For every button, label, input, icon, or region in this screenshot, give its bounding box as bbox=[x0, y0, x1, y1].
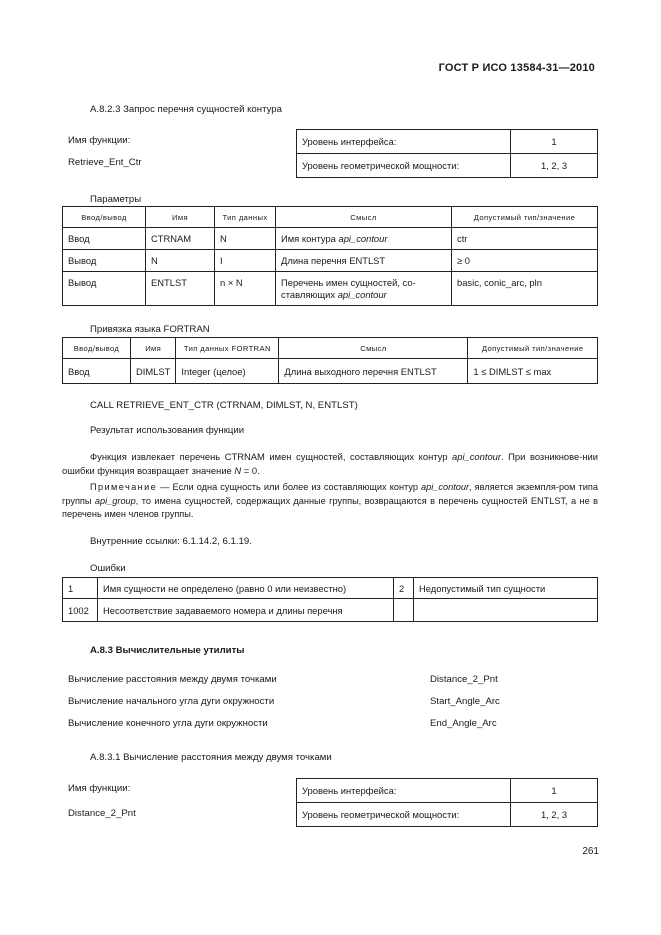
errors-title: Ошибки bbox=[90, 563, 126, 574]
section-heading: А.8.2.3 Запрос перечня сущностей контура bbox=[90, 104, 282, 115]
params-table bbox=[62, 206, 598, 306]
call-statement: CALL RETRIEVE_ENT_CTR (CTRNAM, DIMLST, N, ENTLST) bbox=[90, 400, 358, 411]
errors-table bbox=[62, 577, 598, 622]
table-row: 1 Имя сущности не определено (равно 0 или неизвестно) 2 Недопустимый тип сущности bbox=[63, 578, 598, 599]
utility-desc: Вычисление расстояния между двумя точками bbox=[68, 674, 277, 685]
section-heading: А.8.3.1 Вычисление расстояния между двумя точками bbox=[90, 752, 332, 763]
capability-level-value: 1, 2, 3 bbox=[511, 803, 598, 827]
capability-level-value: 1, 2, 3 bbox=[511, 154, 598, 178]
interface-level-value: 1 bbox=[511, 130, 598, 154]
col-meaning: Смысл bbox=[276, 207, 452, 228]
page-number: 261 bbox=[582, 846, 599, 857]
fortran-title: Привязка языка FORTRAN bbox=[90, 324, 210, 335]
utility-name: Start_Angle_Arc bbox=[430, 696, 500, 707]
function-name: Retrieve_Ent_Ctr bbox=[68, 157, 142, 168]
table-row: 1002 Несоответствие задаваемого номера и длины перечня bbox=[63, 599, 598, 622]
table-row: Вывод ENTLST n × N Перечень имен сущностей, со-ставляющих api_contour basic, conic_arc, pln bbox=[63, 272, 598, 306]
params-title: Параметры bbox=[90, 194, 142, 205]
table-row: Ввод DIMLST Integer (целое) Длина выходного перечня ENTLST 1 ≤ DIMLST ≤ max bbox=[63, 359, 598, 384]
section-heading: А.8.3 Вычислительные утилиты bbox=[90, 645, 245, 656]
col-type: Тип данных bbox=[215, 207, 276, 228]
result-title: Результат использования функции bbox=[90, 425, 245, 436]
level-table bbox=[296, 129, 598, 178]
note-paragraph: Примечание — Если одна сущность или более из составляющих контур api_contour, является экземпля-ром типа группы api_group, то имена сущностей, содержащих данные группы, возвращаются в перечень сущностей ENTLST, а не в перечень имен членов группы. bbox=[62, 482, 598, 519]
utility-name: End_Angle_Arc bbox=[430, 718, 497, 729]
capability-level-label: Уровень геометрической мощности: bbox=[297, 154, 511, 178]
interface-level-value: 1 bbox=[511, 779, 598, 803]
capability-level-label: Уровень геометрической мощности: bbox=[297, 803, 511, 827]
internal-refs: Внутренние ссылки: 6.1.14.2, 6.1.19. bbox=[90, 536, 252, 547]
interface-level-label: Уровень интерфейса: bbox=[297, 130, 511, 154]
col-io: Ввод/вывод bbox=[63, 207, 146, 228]
function-label: Имя функции: bbox=[68, 783, 131, 794]
utility-desc: Вычисление конечного угла дуги окружности bbox=[68, 718, 268, 729]
function-name: Distance_2_Pnt bbox=[68, 808, 136, 819]
utility-name: Distance_2_Pnt bbox=[430, 674, 498, 685]
interface-level-label: Уровень интерфейса: bbox=[297, 779, 511, 803]
table-row: Ввод CTRNAM N Имя контура api_contour ctr bbox=[63, 228, 598, 250]
result-paragraph: Функция извлекает перечень CTRNAM имен сущностей, составляющих контур api_contour. При возникнове-нии ошибки функция возвращает значение N = 0. bbox=[62, 451, 598, 476]
col-allowed: Допустимый тип/значение bbox=[452, 207, 598, 228]
level-table bbox=[296, 778, 598, 827]
document-header: ГОСТ Р ИСО 13584-31—2010 bbox=[438, 62, 595, 74]
function-label: Имя функции: bbox=[68, 135, 131, 146]
fortran-table: Ввод/вывод Имя Тип данных FORTRAN Смысл Допустимый тип/значение Ввод DIMLST Integer (целое) Длина выходного перечня ENTLST 1 ≤ DIMLST ≤ max bbox=[62, 337, 598, 384]
utility-desc: Вычисление начального угла дуги окружности bbox=[68, 696, 275, 707]
table-row: Вывод N I Длина перечня ENTLST ≥ 0 bbox=[63, 250, 598, 272]
col-name: Имя bbox=[146, 207, 215, 228]
